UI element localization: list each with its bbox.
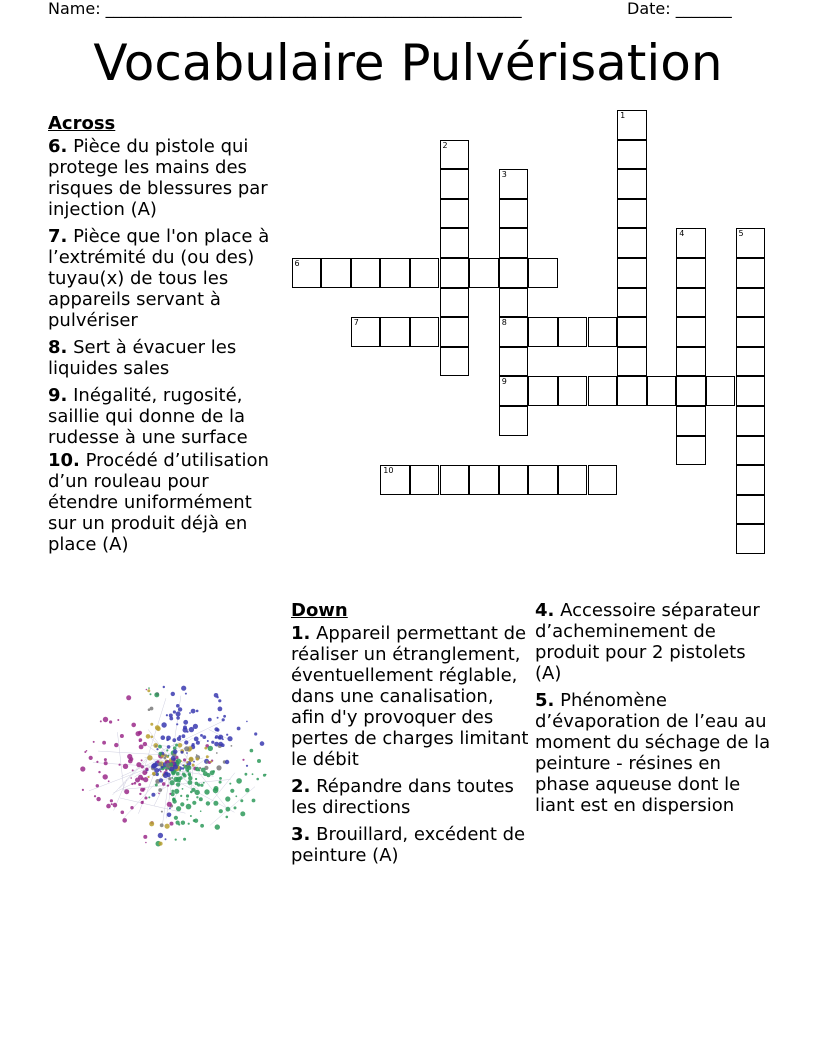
crossword-cell[interactable] (440, 317, 470, 347)
clue-text: Inégalité, rugosité, saillie qui donne de la rudesse à une surface (48, 385, 248, 448)
clue-text: Procédé d’utilisation d’un rouleau pour étendre uniformément sur un produit déjà en place (A) (48, 450, 269, 555)
crossword-cell[interactable] (617, 317, 647, 347)
crossword-cell[interactable] (617, 258, 647, 288)
crossword-cell[interactable] (440, 347, 470, 377)
cell-number: 9 (501, 377, 507, 387)
across-clue (48, 450, 280, 555)
crossword-cell[interactable] (440, 228, 470, 258)
page-title: Vocabulaire Pulvérisation (93, 34, 723, 92)
crossword-cell[interactable] (410, 317, 440, 347)
crossword-cell[interactable] (706, 376, 736, 406)
clue-number: 4. (535, 600, 555, 621)
crossword-cell[interactable] (528, 317, 558, 347)
date-line: Date: _______ (627, 0, 732, 18)
crossword-cell[interactable] (499, 228, 529, 258)
crossword-cell[interactable] (736, 495, 766, 525)
clue-text: Pièce que l'on place à l’extrémité du (ou des) tuyau(x) de tous les appareils servant à pulvériser (48, 226, 270, 331)
crossword-cell[interactable] (440, 258, 470, 288)
clue-text: Phénomène d’évaporation de l’eau au moment du séchage de la peinture - résines en phase aqueuse dont le liant est en dispersion (535, 690, 771, 816)
clue-text: Accessoire séparateur d’acheminement de produit pour 2 pistolets (A) (535, 600, 760, 684)
crossword-cell[interactable] (617, 288, 647, 318)
clue-number: 8. (48, 337, 68, 358)
down-heading: Down (291, 600, 348, 621)
crossword-cell[interactable] (617, 347, 647, 377)
crossword-cell[interactable] (676, 228, 706, 258)
clue-text: Appareil permettant de réaliser un étranglement, éventuellement réglable, dans une canalisation, afin d'y provoquer des pertes de charges limitant le débit (291, 623, 529, 770)
crossword-cell[interactable] (528, 376, 558, 406)
crossword-cell[interactable] (410, 258, 440, 288)
crossword-cell[interactable] (380, 465, 410, 495)
crossword-cell[interactable] (440, 199, 470, 229)
crossword-cell[interactable] (676, 347, 706, 377)
crossword-cell[interactable] (736, 524, 766, 554)
crossword-cell[interactable] (736, 347, 766, 377)
crossword-cell[interactable] (736, 406, 766, 436)
clue-number: 9. (48, 385, 68, 406)
cell-number: 1 (620, 111, 626, 120)
down-clues (291, 600, 529, 872)
down-clue (291, 776, 529, 818)
down-clue (291, 824, 529, 866)
crossword-cell[interactable] (736, 258, 766, 288)
crossword-cell[interactable] (528, 465, 558, 495)
across-clue (48, 226, 280, 331)
cell-number: 4 (679, 229, 685, 239)
clue-number: 1. (291, 623, 311, 644)
cell-number: 8 (501, 318, 507, 328)
crossword-cell[interactable] (558, 376, 588, 406)
crossword-cell[interactable] (588, 376, 618, 406)
clue-number: 7. (48, 226, 68, 247)
crossword-cell[interactable] (676, 258, 706, 288)
crossword-cell[interactable] (499, 288, 529, 318)
crossword-cell[interactable] (469, 258, 499, 288)
down-clues-continued (535, 600, 775, 822)
crossword-cell[interactable] (558, 317, 588, 347)
crossword-cell[interactable] (499, 406, 529, 436)
crossword-cell[interactable] (321, 258, 351, 288)
network-graph-icon (52, 680, 284, 870)
crossword-cell[interactable] (676, 436, 706, 466)
across-clues (48, 113, 280, 561)
crossword-cell[interactable] (676, 288, 706, 318)
crossword-cell[interactable] (351, 258, 381, 288)
cell-number: 2 (442, 140, 448, 150)
crossword-cell[interactable] (676, 317, 706, 347)
crossword-cell[interactable] (499, 317, 529, 347)
crossword-cell[interactable] (676, 406, 706, 436)
crossword-cell[interactable] (440, 169, 470, 199)
crossword-cell[interactable] (380, 317, 410, 347)
crossword-cell[interactable] (528, 258, 558, 288)
clue-text: Brouillard, excédent de peinture (A) (291, 824, 526, 866)
crossword-cell[interactable] (380, 258, 410, 288)
clue-text: Répandre dans toutes les directions (291, 776, 514, 818)
crossword-cell[interactable] (617, 169, 647, 199)
crossword-cell[interactable] (499, 258, 529, 288)
crossword-cell[interactable] (676, 376, 706, 406)
crossword-cell[interactable] (736, 228, 766, 258)
cell-number: 6 (294, 259, 300, 268)
clue-number: 2. (291, 776, 311, 797)
crossword-cell[interactable] (736, 317, 766, 347)
clue-number: 6. (48, 136, 68, 157)
crossword-cell[interactable] (736, 376, 766, 406)
crossword-cell[interactable] (469, 465, 499, 495)
clue-number: 10. (48, 450, 80, 471)
down-clue (535, 690, 775, 816)
crossword-cell[interactable] (292, 258, 322, 288)
crossword-cell[interactable] (588, 465, 618, 495)
crossword-cell[interactable] (440, 288, 470, 318)
crossword-cell[interactable] (499, 376, 529, 406)
crossword-cell[interactable] (499, 465, 529, 495)
crossword-cell[interactable] (617, 199, 647, 229)
cell-number: 7 (353, 318, 359, 328)
crossword-cell[interactable] (351, 317, 381, 347)
crossword-cell[interactable] (499, 169, 529, 199)
crossword-cell[interactable] (736, 436, 766, 466)
crossword-cell[interactable] (736, 465, 766, 495)
crossword-cell[interactable] (617, 376, 647, 406)
crossword-cell[interactable] (499, 199, 529, 229)
across-heading: Across (48, 113, 116, 134)
crossword-cell[interactable] (736, 288, 766, 318)
across-clue (48, 385, 280, 448)
cell-number: 10 (383, 466, 394, 476)
crossword-cell[interactable] (617, 140, 647, 170)
crossword-cell[interactable] (617, 110, 647, 140)
across-clue (48, 136, 280, 220)
crossword-cell[interactable] (440, 465, 470, 495)
crossword-cell[interactable] (617, 228, 647, 258)
clue-number: 5. (535, 690, 555, 711)
crossword-cell[interactable] (558, 465, 588, 495)
crossword-cell[interactable] (410, 465, 440, 495)
down-clue (291, 623, 529, 770)
clue-text: Pièce du pistole qui protege les mains des risques de blessures par injection (A) (48, 136, 268, 220)
crossword-cell[interactable] (588, 317, 618, 347)
name-line: Name: ____________________________________________________ (48, 0, 522, 18)
cell-number: 3 (501, 170, 507, 180)
cell-number: 5 (738, 229, 744, 239)
crossword-cell[interactable] (499, 347, 529, 377)
down-clue (535, 600, 775, 684)
across-clue (48, 337, 280, 379)
crossword-cell[interactable] (647, 376, 677, 406)
clue-text: Sert à évacuer les liquides sales (48, 337, 237, 379)
clue-number: 3. (291, 824, 311, 845)
crossword-cell[interactable] (440, 140, 470, 170)
